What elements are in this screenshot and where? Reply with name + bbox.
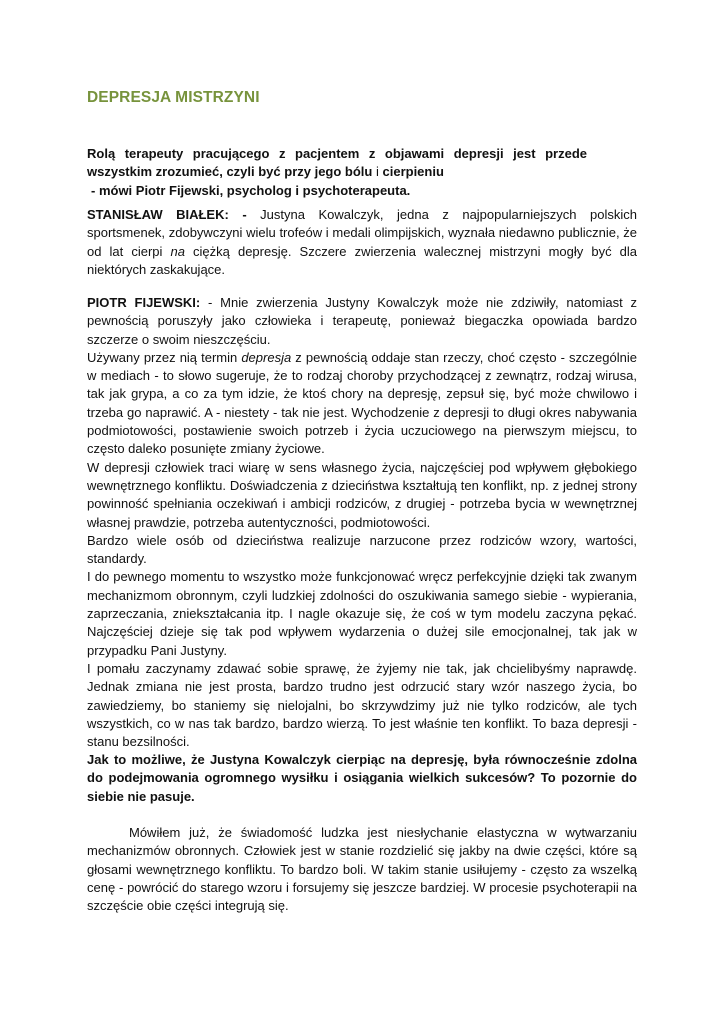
intro-text-b: ciężką depresję. Szczere zwierzenia walecznej mistrzyni mogły być dla niektórych zaskakujące. <box>87 243 637 277</box>
answer-fijewski <box>87 294 637 751</box>
answer1-paragraph-6: I pomału zaczynamy zdawać sobie sprawę, że żyjemy nie tak, jak chcielibyśmy naprawdę. Jednak zmiana nie jest prosta, bardzo trudno jest odrzucić stary wzór naszego życia, bo zawiedziemy, bo staniemy się nielojalni, bo skrzywdzimy już nie tylko rodziców, ale tych wszystkich, co w nas tak bardzo, bardzo wierzą. To jest właśnie ten konflikt. To baza depresji - stanu bezsilności. <box>87 660 637 750</box>
answer-2 <box>87 824 637 915</box>
lead-text-connector: i <box>375 164 379 180</box>
speaker-fijewski: PIOTR FIJEWSKI: <box>87 295 201 310</box>
answer-2-text: Mówiłem już, że świadomość ludzka jest niesłychanie elastyczna w wytwarzaniu mechanizmów obronnych. Człowiek jest w stanie rozdzielić się jakby na dwie części, które są głosami wewnętrznego konfliktu. To bardzo boli. W takim stanie usiłujemy - często za wszelką cenę - powrócić do starego wzoru i forsujemy się jeszcze bardziej. W procesie psychoterapii na szczęście obie części integrują się. <box>87 825 637 914</box>
intro-text-em: na <box>170 243 185 259</box>
question-2 <box>87 751 637 806</box>
lead-paragraph <box>87 145 587 200</box>
intro-text-a: Justyna Kowalczyk, jedna z najpopularniejszych polskich sportsmenek, zdobywczyni wielu trofeów i medali olimpijskich, wyznała niedawno publicznie, że od lat cierpi <box>87 207 637 259</box>
speaker-bialek: STANISŁAW BIAŁEK: - <box>87 207 247 222</box>
answer1-paragraph-5: I do pewnego momentu to wszystko może funkcjonować wręcz perfekcyjnie dzięki tak zwanym mechanizmom obronnym, czyli ludzkiej zdolności do oszukiwania samego siebie - wypierania, zaprzeczania, zniekształcania itp. I nagle okazuje się, że coś w tym modelu zaczyna pękać. Najczęściej dzieje się tak pod wpływem wydarzenia o dużej sile emocjonalnej, tak jak w przypadku Pani Justyny. <box>87 569 637 658</box>
answer1-paragraph-1: - Mnie zwierzenia Justyny Kowalczyk może nie zdziwiły, natomiast z pewnością poruszyły jako człowieka i terapeutę, ponieważ biegaczka opowiada bardzo szczerze o swoim nieszczęściu. <box>87 295 637 347</box>
answer1-paragraph-4: Bardzo wiele osób od dzieciństwa realizuje narzucone przez rodziców wzory, wartości, standardy. <box>87 532 637 567</box>
article-title: DEPRESJA MISTRZYNI <box>87 89 260 106</box>
lead-attribution: - mówi Piotr Fijewski, psycholog i psychoterapeuta. <box>91 182 411 198</box>
lead-text: Rolą terapeuty pracującego z pacjentem z objawami depresji jest przede wszystkim zrozumieć, czyli być przy jego bólu <box>87 146 587 180</box>
answer1-paragraph-2a: Używany przez nią termin <box>87 349 242 365</box>
answer1-paragraph-2b: z pewnością oddaje stan rzeczy, choć często - szczególnie w mediach - to słowo sugeruje, że to rodzaj choroby przychodzącej z zewnątrz, rodzaj wirusa, tak jak grypa, a co za tym idzie, że ktoś chory na depresję, zepsuł się, być może chwilowo i trzeba go naprawić. A - niestety - tak nie jest. Wychodzenie z depresji to długi okres nabywania podmiotowości, postawienie swoich potrzeb i życia uczuciowego na pierwszym miejscu, to często daleko posunięte zmiany życiowe. <box>87 349 637 457</box>
answer1-paragraph-3: W depresji człowiek traci wiarę w sens własnego życia, najczęściej pod wpływem głębokiego wewnętrznego konfliktu. Doświadczenia z dzieciństwa kształtują ten konflikt, np. z jednej strony powinność spełniania oczekiwań i ambicji rodziców, z drugiej - potrzeba bycia w wewnętrznej własnej prawdzie, potrzeba autentyczności, podmiotowości. <box>87 459 637 530</box>
intro-question <box>87 206 637 279</box>
lead-text-tail: cierpieniu <box>382 164 444 180</box>
question-2-text: Jak to możliwe, że Justyna Kowalczyk cierpiąc na depresję, była równocześnie zdolna do podejmowania ogromnego wysiłku i osiągania wielkich sukcesów? To pozornie do siebie nie pasuje. <box>87 752 637 804</box>
answer1-paragraph-2-em: depresja <box>241 349 292 365</box>
